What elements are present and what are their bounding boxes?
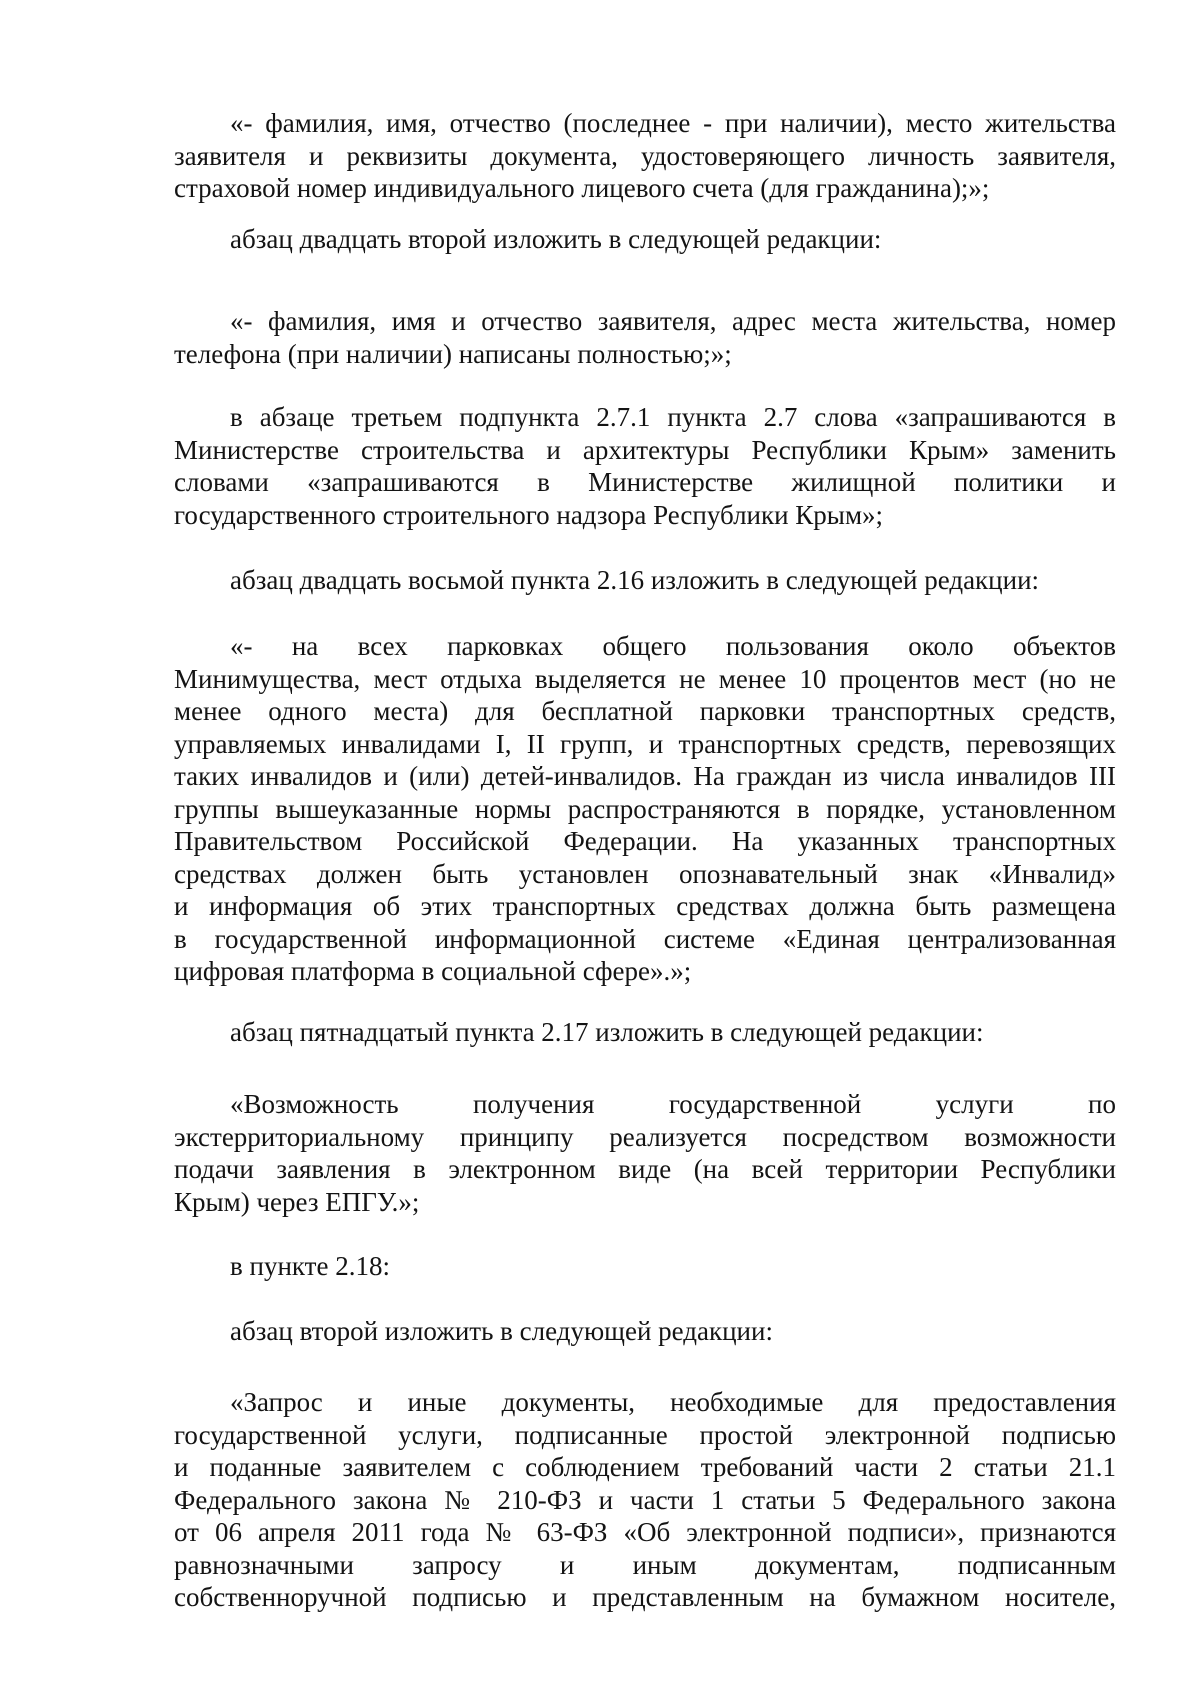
text-line: группы вышеуказанные нормы распространяются в порядке, установленном: [174, 793, 1116, 824]
text-line: телефона (при наличии) написаны полностью;»;: [174, 338, 732, 369]
paragraph-instruction-2-16: [174, 564, 1116, 597]
text-line: цифровая платформа в социальной сфере».»;: [174, 956, 692, 986]
paragraph-applicant-details: [174, 107, 1116, 205]
paragraph-applicant-name-address: [174, 305, 1116, 370]
text-line: абзац второй изложить в следующей редакции:: [230, 1316, 773, 1346]
text-line: государственной услуги, подписанные простой электронной подписью: [174, 1419, 1116, 1450]
text-line: абзац двадцать восьмой пункта 2.16 изложить в следующей редакции:: [230, 565, 1040, 595]
text-line: Министерстве строительства и архитектуры Республики Крым» заменить: [174, 434, 1116, 465]
text-line: Правительством Российской Федерации. На указанных транспортных: [174, 826, 1116, 856]
paragraph-instruction-second: [174, 1315, 1116, 1348]
paragraph-point-2-18: [174, 1250, 1116, 1283]
text-line: «- фамилия, имя, отчество (последнее - при наличии), место жительства: [230, 108, 1116, 138]
text-line: собственноручной подписью и представленным на бумажном носителе,: [174, 1582, 1116, 1612]
paragraph-parking: [174, 630, 1116, 988]
text-line: в абзаце третьем подпункта 2.7.1 пункта 2.7 слова «запрашиваются в: [230, 402, 1116, 432]
text-line: «Возможность получения государственной услуги по: [230, 1089, 1116, 1119]
text-line: в пункте 2.18:: [230, 1251, 390, 1281]
paragraph-extraterritorial: [174, 1088, 1116, 1218]
text-line: государственного строительного надзора Республики Крым»;: [174, 499, 884, 530]
text-line: «Запрос и иные документы, необходимые для предоставления: [230, 1387, 1116, 1417]
text-line: управляемых инвалидами I, II групп, и транспортных средств, перевозящих: [174, 728, 1116, 759]
text-line: словами «запрашиваются в Министерстве жилищной политики и: [174, 467, 1116, 497]
text-line: в государственной информационной системе «Единая централизованная: [174, 923, 1116, 954]
text-line: менее одного места) для бесплатной парковки транспортных средств,: [174, 696, 1116, 726]
text-line: абзац двадцать второй изложить в следующей редакции:: [230, 224, 882, 254]
text-line: и поданные заявителем с соблюдением требований части 2 статьи 21.1: [174, 1452, 1116, 1482]
text-line: равнозначными запросу и иным документам, подписанным: [174, 1549, 1116, 1580]
paragraph-instruction-22: [174, 223, 1116, 256]
paragraph-ministry-replacement: [174, 401, 1116, 531]
text-line: таких инвалидов и (или) детей-инвалидов. На граждан из числа инвалидов III: [174, 761, 1116, 791]
paragraph-electronic-signature: [174, 1386, 1116, 1614]
text-line: абзац пятнадцатый пункта 2.17 изложить в следующей редакции:: [230, 1017, 984, 1047]
text-line: от 06 апреля 2011 года № 63-ФЗ «Об электронной подписи», признаются: [174, 1517, 1116, 1547]
text-line: «- фамилия, имя и отчество заявителя, адрес места жительства, номер: [230, 306, 1116, 336]
text-line: экстерриториальному принципу реализуется посредством возможности: [174, 1121, 1116, 1152]
text-line: и информация об этих транспортных средствах должна быть размещена: [174, 891, 1116, 921]
text-line: Федерального закона № 210-ФЗ и части 1 статьи 5 Федерального закона: [174, 1484, 1116, 1515]
text-line: подачи заявления в электронном виде (на всей территории Республики: [174, 1154, 1116, 1184]
text-line: Минимущества, мест отдыха выделяется не менее 10 процентов мест (но не: [174, 663, 1116, 694]
paragraph-instruction-2-17: [174, 1016, 1116, 1049]
text-line: Крым) через ЕПГУ.»;: [174, 1186, 420, 1217]
text-line: «- на всех парковках общего пользования около объектов: [230, 631, 1116, 661]
text-line: страховой номер индивидуального лицевого счета (для гражданина);»;: [174, 173, 990, 203]
text-line: заявителя и реквизиты документа, удостоверяющего личность заявителя,: [174, 140, 1116, 171]
text-line: средствах должен быть установлен опознавательный знак «Инвалид»: [174, 858, 1116, 889]
